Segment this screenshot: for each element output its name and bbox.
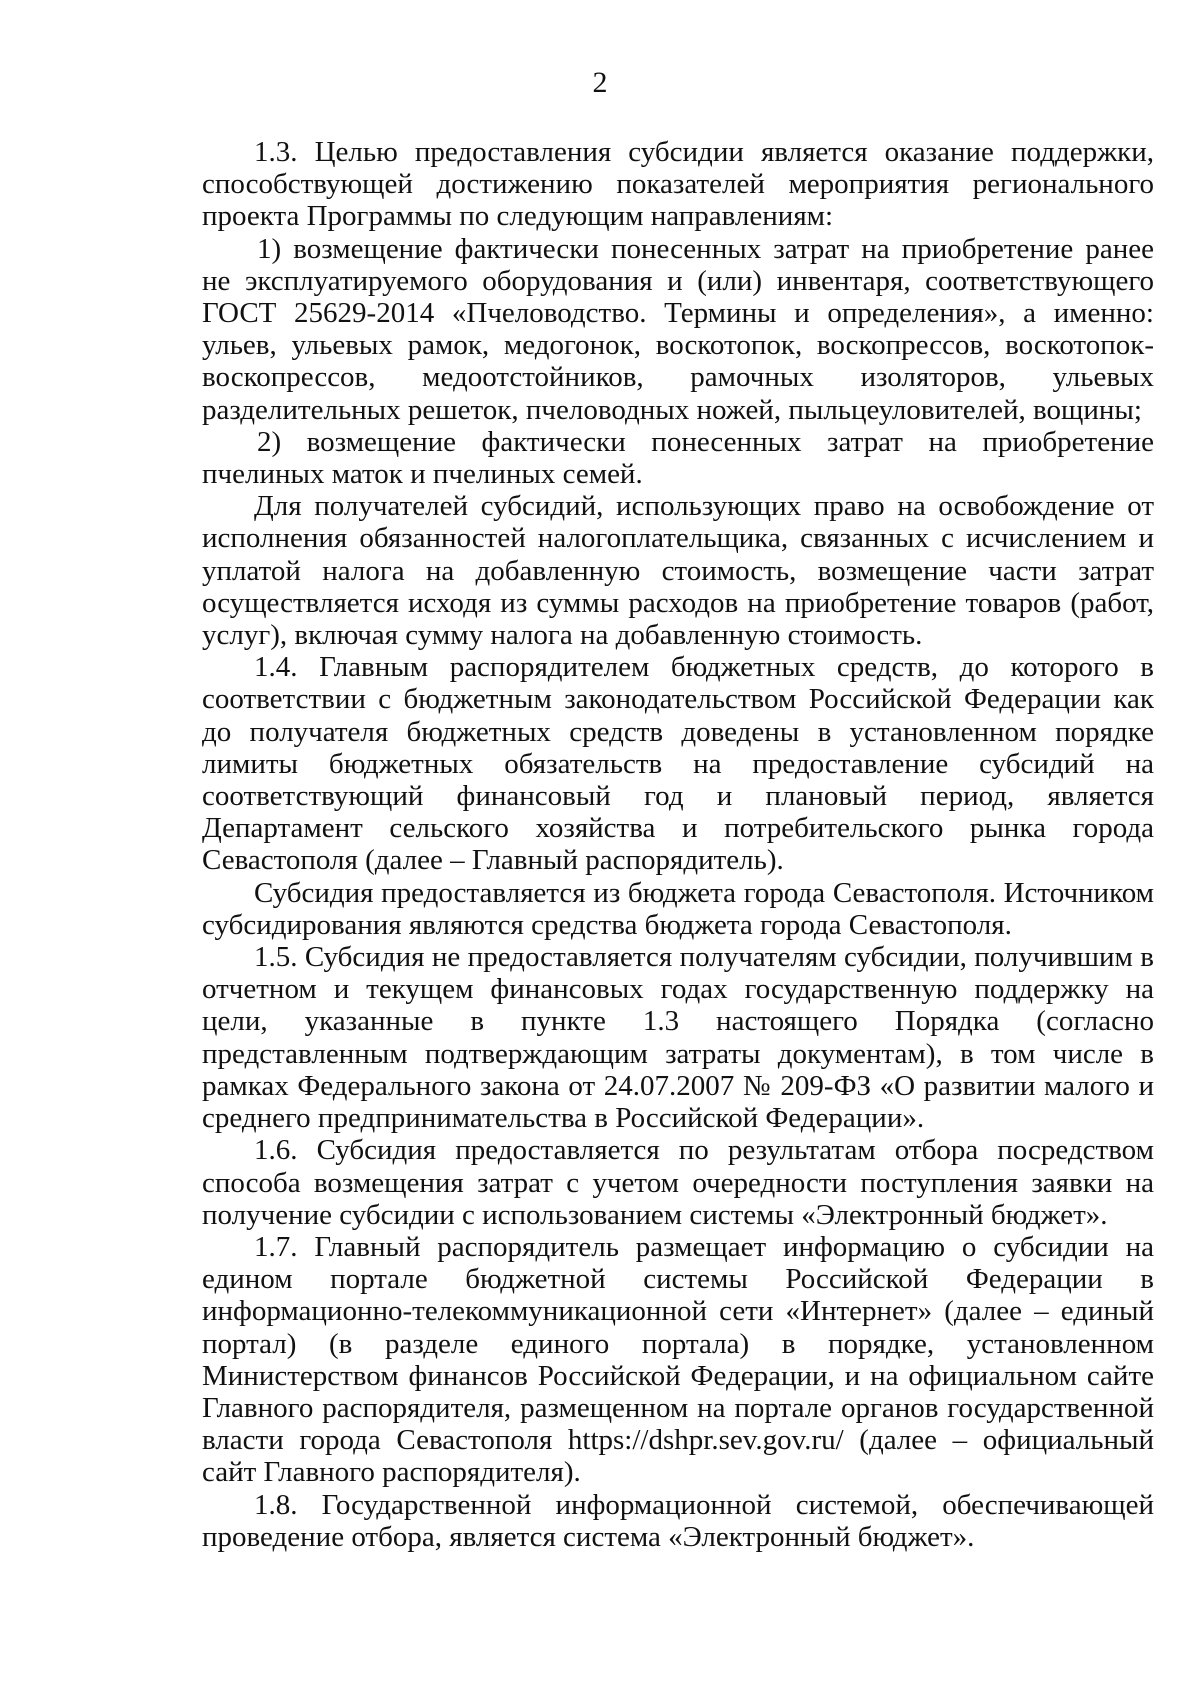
list-item-2: 2) возмещение фактически понесенных затрат на приобретение пчелиных маток и пчелиных семей. <box>202 425 1154 491</box>
paragraph-1-4: 1.4. Главным распорядителем бюджетных средств, до которого в соответствии с бюджетным законодательством Российской Федерации как до получателя бюджетных средств доведены в установленном порядке лимиты бюджетных обязательств на предоставление субсидий на соответствующий финансовый год и плановый период, является Департамент сельского хозяйства и потребительского рынка города Севастополя (далее – Главный распорядитель). <box>202 651 1154 877</box>
list-item-1: 1) возмещение фактически понесенных затрат на приобретение ранее не эксплуатируемого оборудования и (или) инвентаря, соответствующего ГОСТ 25629-2014 «Пчеловодство. Термины и определения», а именно: ульев, ульевых рамок, медогонок, воскотопок, воскопрессов, воскотопок-воскопрессов, медоотстойников, рамочных изоляторов, ульевых разделительных решеток, пчеловодных ножей, пыльцеуловителей, вощины; <box>202 232 1154 426</box>
page-number: 2 <box>592 66 608 99</box>
paragraph-vat-note: Для получателей субсидий, использующих право на освобождение от исполнения обязанностей налогоплательщика, связанных с исчислением и уплатой налога на добавленную стоимость, возмещение части затрат осуществляется исходя из суммы расходов на приобретение товаров (работ, услуг), включая сумму налога на добавленную стоимость. <box>202 490 1154 652</box>
paragraph-1-6: 1.6. Субсидия предоставляется по результатам отбора посредством способа возмещения затрат с учетом очередности поступления заявки на получение субсидии с использованием системы «Электронный бюджет». <box>202 1134 1154 1231</box>
paragraph-subsidy-source: Субсидия предоставляется из бюджета города Севастополя. Источником субсидирования являются средства бюджета города Севастополя. <box>202 876 1154 941</box>
paragraph-1-8: 1.8. Государственной информационной системой, обеспечивающей проведение отбора, является система «Электронный бюджет». <box>202 1488 1154 1553</box>
paragraph-1-5: 1.5. Субсидия не предоставляется получателям субсидии, получившим в отчетном и текущем финансовых годах государственную поддержку на цели, указанные в пункте 1.3 настоящего Порядка (согласно представленным подтверждающим затраты документам), в том числе в рамках Федерального закона от 24.07.2007 № 209-ФЗ «О развитии малого и среднего предпринимательства в Российской Федерации». <box>202 941 1154 1135</box>
paragraph-1-7: 1.7. Главный распорядитель размещает информацию о субсидии на едином портале бюджетной системы Российской Федерации в информационно-телекоммуникационной сети «Интернет» (далее – единый портал) (в разделе единого портала) в порядке, установленном Министерством финансов Российской Федерации, и на официальном сайте Главного распорядителя, размещенном на портале органов государственной власти города Севастополя https://dshpr.sev.gov.ru/ (далее – официальный сайт Главного распорядителя). <box>202 1230 1154 1489</box>
paragraph-1-3: 1.3. Целью предоставления субсидии является оказание поддержки, способствующей достижению показателей мероприятия регионального проекта Программы по следующим направлениям: <box>202 136 1154 233</box>
document-body <box>202 136 1154 1553</box>
